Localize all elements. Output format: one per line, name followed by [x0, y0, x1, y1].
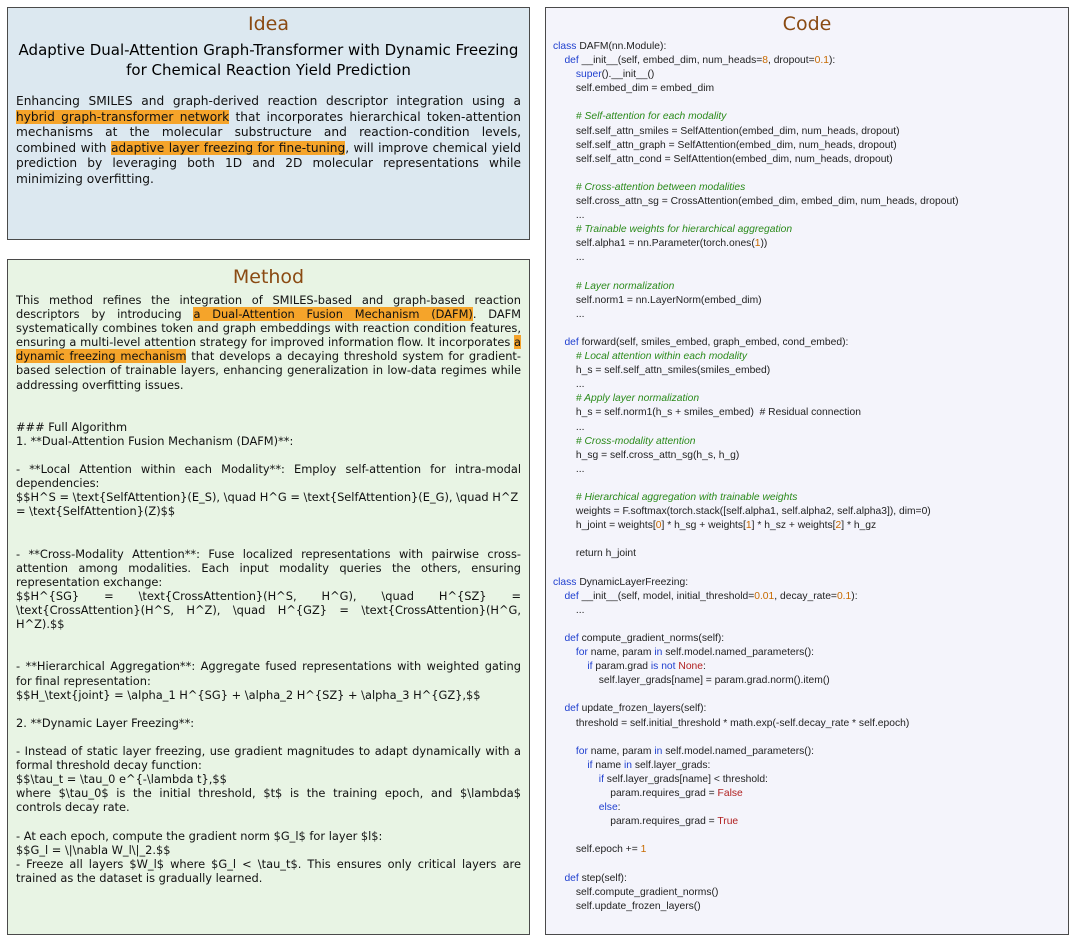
- code-token: super: [575, 69, 602, 81]
- code-line: [553, 378, 1064, 392]
- code-token: [553, 337, 564, 348]
- code-token: def: [564, 632, 579, 644]
- code-line: [553, 632, 1064, 646]
- code-token: forward(self, smiles_embed, graph_embed, cond_embed):: [578, 336, 849, 348]
- code-line: [553, 505, 1064, 519]
- code-token: # Cross-attention between modalities: [575, 181, 746, 193]
- code-token: [553, 802, 599, 813]
- algorithm-text: - **Hierarchical Aggregation**: Aggregate fused representations with weighted gating for final representation:: [16, 659, 521, 688]
- code-token: if: [587, 759, 593, 771]
- code-line: [553, 561, 1064, 575]
- code-token: self.update_frozen_layers(): [553, 900, 701, 912]
- code-line: [553, 421, 1064, 435]
- code-token: # Local attention within each modality: [575, 351, 748, 363]
- code-line: [553, 392, 1064, 406]
- code-token: 0: [655, 520, 662, 532]
- algorithm-heading: ### Full Algorithm: [16, 419, 128, 434]
- idea-highlight: adaptive layer freezing for fine-tuning: [110, 140, 346, 155]
- code-line: [553, 125, 1064, 139]
- method-highlight: a Dual-Attention Fusion Mechanism (DAFM): [193, 307, 473, 322]
- code-token: def: [564, 55, 579, 67]
- code-token: 2: [835, 520, 842, 532]
- idea-subtitle: Adaptive Dual-Attention Graph-Transformer with Dynamic Freezing for Chemical Reaction Yield Prediction: [18, 41, 519, 79]
- code-token: 1: [754, 238, 761, 250]
- code-token: ):: [851, 590, 858, 602]
- idea-title: Idea: [248, 13, 289, 35]
- code-token: self.alpha1 = nn.Parameter(torch.ones(: [553, 238, 755, 250]
- code-line: [553, 829, 1064, 843]
- code-token: [553, 873, 564, 884]
- code-token: # Self-attention for each modality: [575, 111, 727, 123]
- code-line: [553, 745, 1064, 759]
- algorithm-text: where $\tau_0$ is the initial threshold, $t$ is the training epoch, and $\lambda$ controls decay rate.: [16, 786, 521, 815]
- code-line: [553, 308, 1064, 322]
- idea-panel: [7, 7, 530, 240]
- code-line: [553, 815, 1064, 829]
- code-token: self.self_attn_smiles = SelfAttention(embed_dim, num_heads, dropout): [553, 125, 900, 137]
- code-line: [553, 731, 1064, 745]
- code-token: h_sg = self.cross_attn_sg(h_s, h_g): [553, 449, 740, 461]
- code-line: [553, 547, 1064, 561]
- code-line: [553, 181, 1064, 195]
- code-token: [553, 281, 576, 292]
- code-token: [553, 746, 576, 757]
- code-line: [553, 280, 1064, 294]
- method-text: that develops a decaying threshold system for gradient-based selection of trainable layers, enhancing generalization in low-data regimes while addressing overfitting issues.: [16, 349, 521, 392]
- code-line: [553, 801, 1064, 815]
- code-token: DAFM(nn.Module):: [576, 41, 667, 52]
- code-token: [553, 492, 576, 503]
- code-token: else: [598, 802, 618, 814]
- code-token: 0.1: [836, 590, 852, 602]
- code-token: # Cross-modality attention: [575, 435, 696, 447]
- code-token: ):: [828, 55, 836, 67]
- code-line: [553, 209, 1064, 223]
- code-token: [553, 69, 576, 80]
- algorithm-step: 2. **Dynamic Layer Freezing**:: [16, 715, 195, 730]
- method-intro: [16, 293, 521, 392]
- code-line: [553, 590, 1064, 604]
- code-line: [553, 139, 1064, 153]
- algorithm-formula: $$H^{SG} = \text{CrossAttention}(H^S, H^G), \quad H^{SZ} = \text{CrossAttention}(H^S, H^Z), \quad H^{GZ} = \text{CrossAttention}(H^G, H^Z).$$: [16, 588, 521, 632]
- code-token: for: [575, 745, 588, 757]
- idea-highlight: hybrid graph-transformer network: [16, 109, 230, 124]
- code-line: [553, 266, 1064, 280]
- code-token: h_s = self.norm1(h_s + smiles_embed) # Residual connection: [553, 407, 861, 419]
- code-line: [553, 223, 1064, 237]
- code-token: in: [654, 647, 663, 659]
- algorithm-text: - Instead of static layer freezing, use gradient magnitudes to adapt dynamically with a formal threshold decay function:: [16, 744, 521, 773]
- idea-text: , will improve chemical yield prediction by leveraging both 1D and 2D molecular representations while minimizing overfitting.: [16, 140, 522, 186]
- code-token: param.grad: [592, 661, 651, 673]
- method-text: This method refines the integration of SMILES-based and graph-based reaction descriptors by introducing: [16, 293, 521, 322]
- code-token: [553, 647, 576, 658]
- code-token: name, param: [587, 745, 655, 757]
- code-line: [553, 872, 1064, 886]
- code-token: [553, 591, 564, 602]
- code-token: in: [654, 745, 663, 757]
- code-token: [553, 661, 587, 672]
- code-line: [553, 759, 1064, 773]
- code-token: 0.01: [754, 590, 775, 602]
- code-token: self.self_attn_cond = SelfAttention(embed_dim, num_heads, dropout): [553, 153, 893, 165]
- code-line: [553, 195, 1064, 209]
- code-token: __init__(self, embed_dim, num_heads=: [578, 55, 763, 67]
- code-token: update_frozen_layers(self):: [578, 703, 707, 715]
- code-token: None: [678, 661, 704, 673]
- code-listing: [553, 40, 1064, 914]
- code-token: param.requires_grad =: [553, 816, 718, 828]
- code-token: [553, 224, 576, 235]
- code-token: ...: [553, 210, 585, 222]
- code-token: for: [575, 647, 588, 659]
- code-token: class: [553, 576, 577, 588]
- code-token: ] * h_sz + weights[: [751, 520, 836, 532]
- code-token: h_s = self.self_attn_smiles(smiles_embed): [553, 365, 771, 377]
- code-line: [553, 843, 1064, 857]
- code-token: ().__init__(): [601, 69, 655, 81]
- code-line: [553, 688, 1064, 702]
- code-token: 0.1: [814, 55, 829, 67]
- code-token: # Trainable weights for hierarchical aggregation: [575, 224, 793, 236]
- code-token: h_joint = weights[: [553, 520, 656, 532]
- code-line: [553, 336, 1064, 350]
- code-line: [553, 54, 1064, 68]
- code-token: self.model.named_parameters():: [662, 745, 814, 757]
- code-line: [553, 364, 1064, 378]
- code-token: if: [598, 773, 604, 785]
- code-token: is not: [650, 661, 676, 673]
- method-title: Method: [232, 266, 305, 288]
- code-token: [553, 703, 564, 714]
- code-token: def: [564, 703, 579, 715]
- code-line: [553, 773, 1064, 787]
- code-line: [553, 322, 1064, 336]
- code-line: [553, 449, 1064, 463]
- method-body: [16, 293, 521, 885]
- code-title: Code: [782, 13, 832, 35]
- code-token: ...: [553, 421, 585, 433]
- code-line: [553, 294, 1064, 308]
- code-token: __init__(self, model, initial_threshold=: [578, 590, 755, 602]
- code-line: [553, 477, 1064, 491]
- code-token: 8: [762, 55, 768, 67]
- code-token: self.cross_attn_sg = CrossAttention(embed_dim, embed_dim, num_heads, dropout): [553, 196, 959, 208]
- code-token: :: [617, 802, 621, 814]
- code-line: [553, 604, 1064, 618]
- code-line: [553, 491, 1064, 505]
- algorithm-formula: $$H_\text{joint} = \alpha_1 H^{SG} + \alpha_2 H^{SZ} + \alpha_3 H^{GZ},$$: [16, 687, 481, 702]
- algorithm-text: - At each epoch, compute the gradient norm $G_l$ for layer $l$:: [16, 828, 383, 843]
- code-line: [553, 167, 1064, 181]
- code-token: # Hierarchical aggregation with trainable weights: [575, 492, 798, 503]
- code-token: self.embed_dim = embed_dim: [553, 83, 715, 95]
- code-token: if: [587, 661, 593, 673]
- code-token: step(self):: [578, 872, 627, 884]
- code-line: [553, 660, 1064, 674]
- code-line: [553, 463, 1064, 477]
- code-token: [553, 111, 576, 122]
- code-token: False: [717, 787, 743, 799]
- idea-text: Enhancing SMILES and graph-derived reaction descriptor integration using a: [16, 94, 521, 108]
- code-line: [553, 350, 1064, 364]
- code-token: threshold = self.initial_threshold * math.exp(-self.decay_rate * self.epoch): [553, 717, 910, 729]
- code-token: , dropout=: [767, 55, 815, 67]
- algorithm-formula: $$G_l = \|\nabla W_l\|_2.$$: [16, 842, 171, 857]
- code-token: :: [703, 661, 706, 673]
- code-line: [553, 787, 1064, 801]
- code-token: [553, 436, 576, 447]
- code-token: ...: [553, 308, 585, 320]
- code-token: def: [564, 590, 579, 602]
- code-token: True: [717, 816, 739, 828]
- code-token: self.epoch +=: [553, 844, 641, 856]
- code-line: [553, 646, 1064, 660]
- method-text: . DAFM systematically combines token and graph embeddings with reaction condition features, ensuring a multi-level attention strategy for improved information flow. It incorporates: [16, 307, 521, 350]
- code-line: [553, 519, 1064, 533]
- code-line: [553, 406, 1064, 420]
- algorithm-formula: $$\tau_t = \tau_0 e^{-\lambda t},$$: [16, 772, 227, 787]
- code-token: self.layer_grads[name] = param.grad.norm().item(): [553, 675, 830, 687]
- code-token: [553, 393, 576, 404]
- algorithm-formula: $$H^S = \text{SelfAttention}(E_S), \quad H^G = \text{SelfAttention}(E_G), \quad H^Z = \text{SelfAttention}(Z)$$: [16, 490, 522, 519]
- code-token: ...: [553, 379, 585, 391]
- code-token: ...: [553, 252, 585, 264]
- code-line: [553, 702, 1064, 716]
- code-line: [553, 576, 1064, 590]
- algorithm-text: - **Local Attention within each Modality**: Employ self-attention for intra-modal dependencies:: [16, 462, 521, 491]
- code-line: [553, 110, 1064, 124]
- code-line: [553, 900, 1064, 914]
- code-line: [553, 674, 1064, 688]
- method-panel: [7, 259, 530, 935]
- code-line: [553, 82, 1064, 96]
- code-token: 1: [745, 520, 752, 532]
- code-line: [553, 886, 1064, 900]
- code-line: [553, 40, 1064, 54]
- code-token: DynamicLayerFreezing:: [576, 576, 689, 588]
- code-token: , decay_rate=: [774, 590, 837, 602]
- code-token: [553, 760, 587, 771]
- code-token: in: [623, 759, 632, 771]
- code-token: [553, 774, 599, 785]
- code-token: # Layer normalization: [575, 280, 675, 292]
- code-line: [553, 251, 1064, 265]
- method-highlight: a dynamic freezing mechanism: [16, 335, 521, 364]
- code-token: self.model.named_parameters():: [662, 647, 814, 659]
- code-line: [553, 237, 1064, 251]
- code-token: compute_gradient_norms(self):: [578, 632, 725, 644]
- code-token: [553, 351, 576, 362]
- code-line: [553, 96, 1064, 110]
- code-token: ...: [553, 463, 585, 475]
- code-token: class: [553, 41, 577, 52]
- code-token: ] * h_sg + weights[: [661, 520, 746, 532]
- code-token: [553, 633, 564, 644]
- code-token: )): [760, 238, 768, 250]
- code-token: def: [564, 336, 579, 348]
- code-token: [553, 55, 564, 66]
- code-token: def: [564, 872, 579, 884]
- code-token: self.layer_grads[name] < threshold:: [603, 773, 768, 785]
- code-token: # Apply layer normalization: [575, 393, 700, 405]
- code-panel: [545, 7, 1069, 935]
- algorithm-step: 1. **Dual-Attention Fusion Mechanism (DAFM)**:: [16, 433, 294, 448]
- code-token: param.requires_grad =: [553, 787, 718, 799]
- idea-text: that incorporates hierarchical token-attention mechanisms at the molecular substructure and reaction-condition levels, combined with: [16, 109, 521, 155]
- code-line: [553, 68, 1064, 82]
- code-token: return h_joint: [553, 548, 636, 560]
- code-token: name: [592, 759, 624, 771]
- code-token: name, param: [587, 647, 655, 659]
- code-token: ...: [553, 604, 585, 616]
- code-token: self.norm1 = nn.LayerNorm(embed_dim): [553, 294, 762, 306]
- code-token: [553, 182, 576, 193]
- code-token: 1: [640, 844, 647, 856]
- code-line: [553, 153, 1064, 167]
- code-token: self.self_attn_graph = SelfAttention(embed_dim, num_heads, dropout): [553, 139, 897, 151]
- code-line: [553, 618, 1064, 632]
- algorithm-text: - **Cross-Modality Attention**: Fuse localized representations with pairwise cross-attention among modalities. Each input modality queries the others, ensuring representation exchange:: [16, 546, 521, 589]
- code-line: [553, 717, 1064, 731]
- code-token: self.layer_grads:: [632, 759, 711, 771]
- code-line: [553, 857, 1064, 871]
- algorithm-text: - Freeze all layers $W_l$ where $G_l < \tau_t$. This ensures only critical layers are trained as the dataset is gradually learned.: [16, 856, 521, 885]
- code-token: ] * h_gz: [841, 520, 877, 532]
- code-line: [553, 533, 1064, 547]
- code-token: weights = F.softmax(torch.stack([self.alpha1, self.alpha2, self.alpha3]), dim=0): [553, 506, 931, 518]
- code-token: self.compute_gradient_norms(): [553, 886, 719, 898]
- code-line: [553, 435, 1064, 449]
- idea-body: [16, 94, 521, 187]
